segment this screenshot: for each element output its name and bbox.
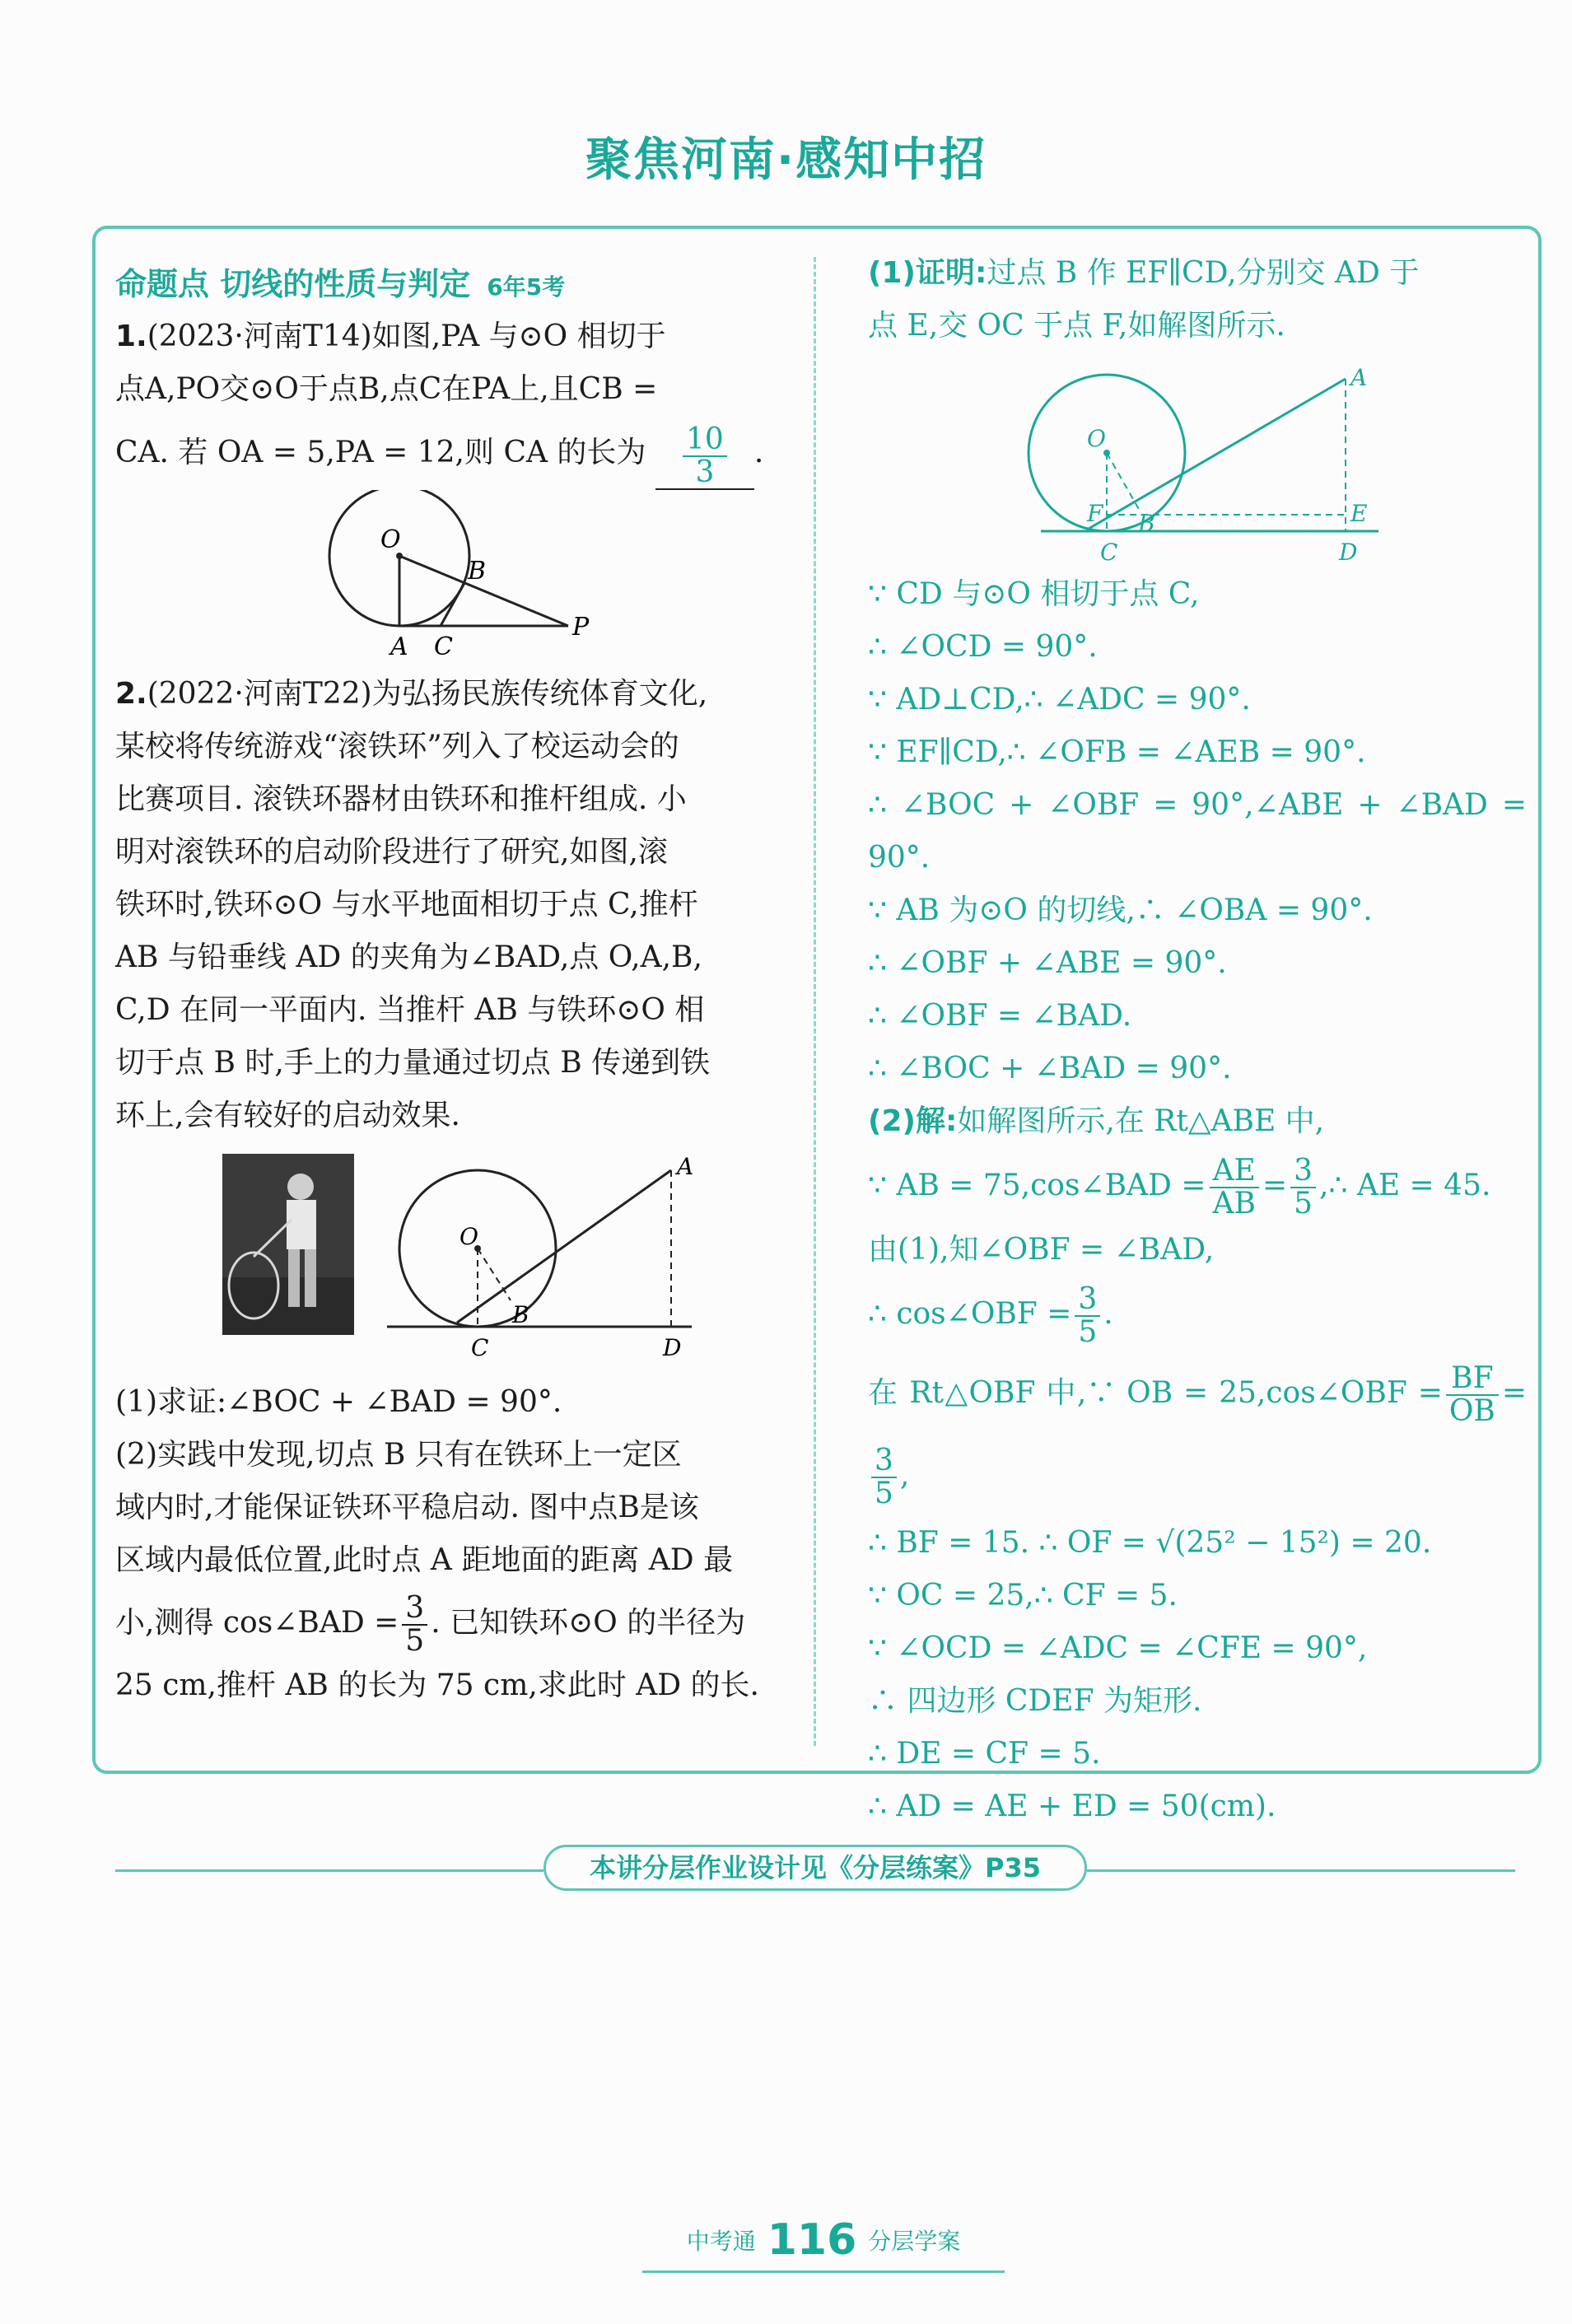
q2-figure xyxy=(387,1154,716,1368)
q2-photo xyxy=(222,1154,354,1335)
sol-rt-f1-den: OB xyxy=(1448,1394,1495,1428)
sol-cos2-den: 5 xyxy=(1078,1315,1098,1349)
sol-p2-cos-pre: ∵ AB = 75,cos∠BAD = xyxy=(868,1169,1206,1202)
sol-step1-5: ∵ AB 为⊙O 的切线,∴ ∠OBA = 90°. xyxy=(868,894,1373,927)
question-2 xyxy=(115,668,807,1142)
sol-p2-bf: ∴ BF = 15. ∴ OF = √(25² − 15²) = 20. xyxy=(868,1526,1432,1560)
footer-underline xyxy=(642,2270,1005,2273)
q1-label-A: A xyxy=(390,632,408,661)
solution-figure xyxy=(868,362,1527,568)
q2-label-A: A xyxy=(677,1154,694,1180)
q2-part2-cos-pre: 小,测得 cos∠BAD = xyxy=(115,1606,399,1640)
q2-part2-last: 25 cm,推杆 AB 的长为 75 cm,求此时 AD 的长. xyxy=(115,1668,759,1702)
sol-rt-f2-den: 5 xyxy=(875,1477,893,1510)
q2-part2-cos-post: . 已知铁环⊙O 的半径为 xyxy=(431,1606,746,1640)
sol-part1-line1: 过点 B 作 EF∥CD,分别交 AD 于 xyxy=(987,256,1420,290)
sol-step1-8: ∴ ∠BOC + ∠BAD = 90°. xyxy=(868,1052,1232,1085)
sol-frac1-den: AB xyxy=(1212,1187,1256,1220)
sol-rt-f2-num: 3 xyxy=(871,1445,897,1478)
q2-line-OB xyxy=(478,1248,511,1300)
footer-left: 中考通 xyxy=(686,2228,756,2255)
question-2-parts xyxy=(115,1376,807,1712)
section-frequency: 6年5考 xyxy=(487,273,566,301)
sol-label-O: O xyxy=(1087,425,1106,452)
q1-answer-numerator: 10 xyxy=(683,424,727,457)
sol-frac1-num: AE xyxy=(1210,1155,1259,1188)
q2-line-5: AB 与铅垂线 AD 的夹角为∠BAD,点 O,A,B, xyxy=(115,940,702,974)
banner-line-left xyxy=(115,1869,543,1872)
solution-column xyxy=(868,247,1527,1833)
q1-label-B: B xyxy=(468,557,487,586)
q2-part2-line2: 区域内最低位置,此时点 A 距地面的距离 AD 最 xyxy=(115,1543,734,1577)
sol-label-C: C xyxy=(1100,539,1118,566)
sol-line-AB xyxy=(1089,379,1346,529)
sol-step1-0: ∵ CD 与⊙O 相切于点 C, xyxy=(868,577,1200,611)
q2-figures xyxy=(115,1154,807,1376)
q2-line-6: C,D 在同一平面内. 当推杆 AB 与铁环⊙O 相 xyxy=(115,993,705,1027)
banner-line-right xyxy=(1087,1869,1515,1872)
sol-step2-0: ∵ OC = 25,∴ CF = 5. xyxy=(868,1579,1178,1612)
sol-frac2-den: 5 xyxy=(1294,1187,1313,1220)
sol-frac2-num: 3 xyxy=(1290,1155,1316,1188)
page-footer xyxy=(642,2215,1005,2273)
q2-line-4: 铁环时,铁环⊙O 与水平地面相切于点 C,推杆 xyxy=(115,888,698,922)
sol-rt-f1-num: BF xyxy=(1446,1363,1499,1396)
sol-step1-1: ∴ ∠OCD = 90°. xyxy=(868,630,1098,664)
q1-line3: CA. 若 OA = 5,PA = 12,则 CA 的长为 xyxy=(115,436,646,469)
q1-answer-end: . xyxy=(753,436,764,469)
column-divider xyxy=(814,257,816,1746)
q2-line-2: 比赛项目. 滚铁环器材由铁环和推杆组成. 小 xyxy=(115,782,687,816)
sol-p2-eq: = xyxy=(1262,1169,1288,1202)
footer-right: 分层学案 xyxy=(868,2228,961,2255)
sol-step2-3: ∴ DE = CF = 5. xyxy=(868,1737,1101,1771)
sol-p2-cos2-pre: ∴ cos∠OBF = xyxy=(868,1297,1072,1331)
sol-p2-rt-post: , xyxy=(899,1458,910,1492)
q2-part2-line1: 域内时,才能保证铁环平稳启动. 图中点B是该 xyxy=(115,1491,699,1524)
q2-line-0: (2022·河南T22)为弘扬民族传统体育文化, xyxy=(147,677,708,711)
sol-step1-3: ∵ EF∥CD,∴ ∠OFB = ∠AEB = 90°. xyxy=(868,735,1366,769)
q1-line2: 点A,PO交⊙O于点B,点C在PA上,且CB = xyxy=(115,372,658,406)
q1-answer-denominator: 3 xyxy=(695,455,715,489)
sol-step1-6: ∴ ∠OBF + ∠ABE = 90°. xyxy=(868,946,1227,980)
sol-p2-rt-pre: 在 Rt△OBF 中,∵ OB = 25,cos∠OBF = xyxy=(868,1376,1443,1410)
sol-p2-cos-post: ,∴ AE = 45. xyxy=(1319,1169,1491,1202)
q2-cos-numerator: 3 xyxy=(402,1593,427,1626)
q1-label-P: P xyxy=(572,613,590,642)
banner-text: 本讲分层作业设计见《分层练案》P35 xyxy=(543,1845,1087,1891)
question-1 xyxy=(115,310,807,490)
sol-p2-rt-eq: = xyxy=(1501,1376,1527,1410)
section-heading xyxy=(115,259,807,304)
sol-step1-4: ∴ ∠BOC + ∠OBF = 90°,∠ABE + ∠BAD = 90°. xyxy=(868,788,1527,875)
sol-part1-label: (1)证明: xyxy=(868,256,987,290)
sol-step2-4: ∴ AD = AE + ED = 50(cm). xyxy=(868,1790,1276,1823)
q2-label-D: D xyxy=(663,1334,682,1361)
sol-step1-2: ∵ AD⊥CD,∴ ∠ADC = 90°. xyxy=(868,683,1251,716)
q2-cos-denominator: 5 xyxy=(405,1624,425,1658)
q1-line1: (2023·河南T14)如图,PA 与⊙O 相切于 xyxy=(147,320,666,353)
q1-figure xyxy=(115,490,807,663)
sol-label-A: A xyxy=(1350,364,1368,391)
sol-step2-1: ∵ ∠OCD = ∠ADC = ∠CFE = 90°, xyxy=(868,1631,1368,1665)
q2-line-1: 某校将传统游戏“滚铁环”列入了校运动会的 xyxy=(115,730,679,763)
left-column xyxy=(115,247,807,1712)
sol-label-E: E xyxy=(1350,500,1368,527)
q2-part2-line0: (2)实践中发现,切点 B 只有在铁环上一定区 xyxy=(115,1438,682,1472)
q2-line-7: 切于点 B 时,手上的力量通过切点 B 传递到铁 xyxy=(115,1046,711,1080)
sol-p2-by1: 由(1),知∠OBF = ∠BAD, xyxy=(868,1233,1215,1267)
q1-line-CB xyxy=(441,583,464,626)
sol-part2-line1: 如解图所示,在 Rt△ABE 中, xyxy=(957,1104,1325,1138)
page-number: 116 xyxy=(767,2215,857,2265)
sol-step1-7: ∴ ∠OBF = ∠BAD. xyxy=(868,999,1132,1033)
q2-line-3: 明对滚铁环的启动阶段进行了研究,如图,滚 xyxy=(115,835,668,869)
q2-line-AB xyxy=(457,1170,671,1323)
question-2-number: 2. xyxy=(115,677,147,711)
sol-label-F: F xyxy=(1087,500,1103,527)
page-title: 聚焦河南·感知中招 xyxy=(585,133,987,187)
sol-part1-line2: 点 E,交 OC 于点 F,如解图所示. xyxy=(868,309,1285,343)
q2-line-8: 环上,会有较好的启动效果. xyxy=(115,1099,460,1132)
q1-answer-blank xyxy=(655,424,754,490)
sol-label-D: D xyxy=(1339,539,1358,566)
q2-label-C: C xyxy=(471,1334,489,1361)
q2-label-B: B xyxy=(512,1301,529,1328)
section-heading-text: 命题点 切线的性质与判定 xyxy=(115,266,471,302)
sol-part2-label: (2)解: xyxy=(868,1104,958,1138)
sol-cos2-num: 3 xyxy=(1075,1284,1100,1317)
q2-part1: (1)求证:∠BOC + ∠BAD = 90°. xyxy=(115,1385,562,1419)
q1-label-C: C xyxy=(434,632,453,661)
sol-step2-2: ∴ 四边形 CDEF 为矩形. xyxy=(868,1684,1202,1718)
sol-label-B: B xyxy=(1138,510,1155,537)
homework-banner xyxy=(115,1845,1515,1894)
q1-label-O: O xyxy=(380,525,401,554)
sol-p2-cos2-post: . xyxy=(1103,1297,1113,1331)
question-1-number: 1. xyxy=(115,320,147,353)
q2-label-O: O xyxy=(459,1223,478,1250)
